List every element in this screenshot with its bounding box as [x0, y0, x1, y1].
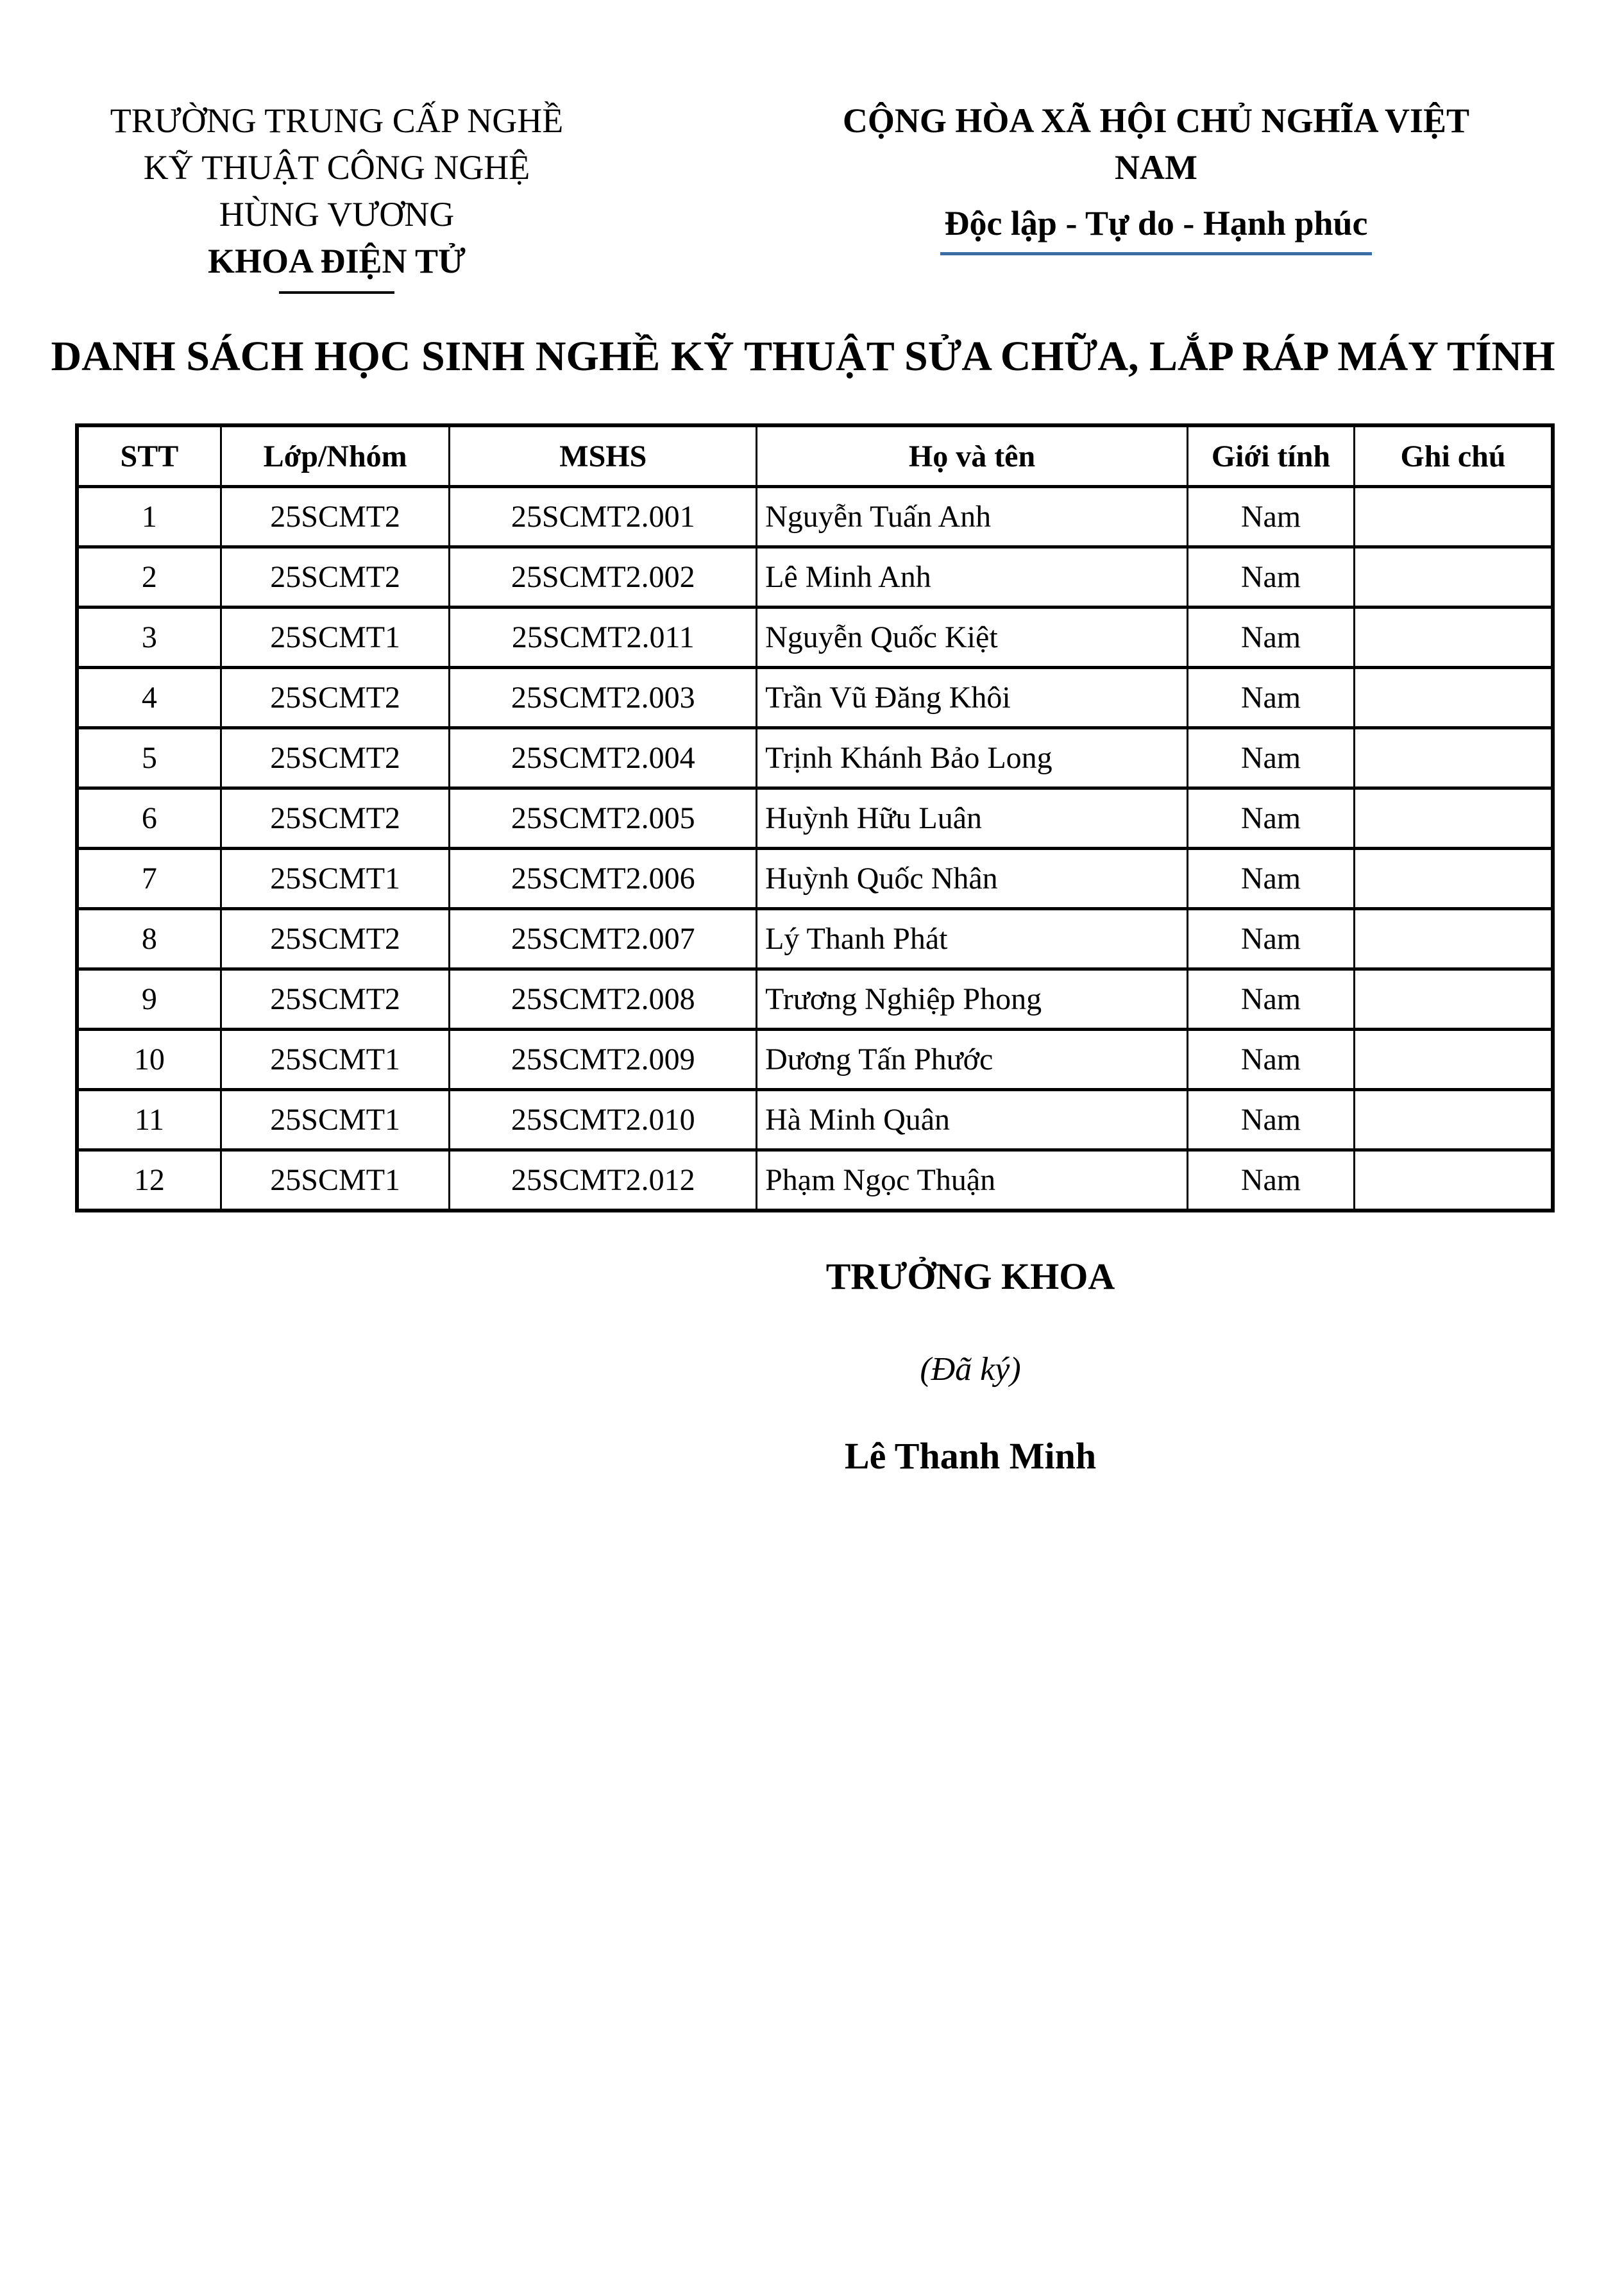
cell-mshs: 25SCMT2.012 [450, 1150, 757, 1211]
cell-name: Nguyễn Tuấn Anh [757, 487, 1188, 547]
table-row [77, 547, 1553, 608]
cell-class: 25SCMT1 [221, 608, 450, 668]
cell-gender: Nam [1187, 487, 1354, 547]
cell-name: Phạm Ngọc Thuận [757, 1150, 1188, 1211]
signed-note: (Đã ký) [920, 1351, 1021, 1388]
cell-class: 25SCMT2 [221, 728, 450, 788]
table-row [77, 788, 1553, 849]
cell-gender: Nam [1187, 1030, 1354, 1090]
cell-gender: Nam [1187, 909, 1354, 969]
column-header-name: Họ và tên [757, 425, 1188, 487]
cell-mshs: 25SCMT2.010 [450, 1090, 757, 1150]
cell-stt: 7 [77, 849, 221, 909]
cell-mshs: 25SCMT2.007 [450, 909, 757, 969]
column-header-class: Lớp/Nhóm [221, 425, 450, 487]
table-row [77, 909, 1553, 969]
cell-class: 25SCMT2 [221, 547, 450, 608]
column-header-note: Ghi chú [1354, 425, 1553, 487]
cell-note [1354, 1030, 1553, 1090]
cell-name: Trương Nghiệp Phong [757, 969, 1188, 1030]
cell-gender: Nam [1187, 1090, 1354, 1150]
table-row [77, 849, 1553, 909]
cell-note [1354, 969, 1553, 1030]
cell-stt: 8 [77, 909, 221, 969]
cell-class: 25SCMT1 [221, 1030, 450, 1090]
cell-name: Nguyễn Quốc Kiệt [757, 608, 1188, 668]
column-header-gender: Giới tính [1187, 425, 1354, 487]
table-row [77, 668, 1553, 728]
department-underline [279, 291, 394, 294]
signer-role: TRƯỞNG KHOA [825, 1255, 1115, 1297]
cell-mshs: 25SCMT2.009 [450, 1030, 757, 1090]
table-row [77, 1150, 1553, 1211]
cell-class: 25SCMT1 [221, 849, 450, 909]
cell-mshs: 25SCMT2.011 [450, 608, 757, 668]
signer-name: Lê Thanh Minh [844, 1435, 1097, 1477]
cell-class: 25SCMT1 [221, 1150, 450, 1211]
cell-gender: Nam [1187, 728, 1354, 788]
cell-stt: 12 [77, 1150, 221, 1211]
cell-note [1354, 1150, 1553, 1211]
cell-stt: 5 [77, 728, 221, 788]
cell-name: Hà Minh Quân [757, 1090, 1188, 1150]
cell-class: 25SCMT2 [221, 668, 450, 728]
cell-gender: Nam [1187, 1150, 1354, 1211]
column-header-mshs: MSHS [450, 425, 757, 487]
cell-stt: 10 [77, 1030, 221, 1090]
cell-gender: Nam [1187, 849, 1354, 909]
cell-name: Lý Thanh Phát [757, 909, 1188, 969]
cell-note [1354, 728, 1553, 788]
table-row [77, 487, 1553, 547]
national-motto-line-2-wrap [808, 200, 1504, 255]
cell-gender: Nam [1187, 788, 1354, 849]
cell-note [1354, 487, 1553, 547]
national-motto-line-1: CỘNG HÒA XÃ HỘI CHỦ NGHĨA VIỆT NAM [842, 101, 1470, 187]
cell-note [1354, 547, 1553, 608]
cell-name: Huỳnh Hữu Luân [757, 788, 1188, 849]
cell-stt: 2 [77, 547, 221, 608]
table-header-row [77, 425, 1553, 487]
cell-name: Dương Tấn Phước [757, 1030, 1188, 1090]
cell-class: 25SCMT2 [221, 909, 450, 969]
cell-mshs: 25SCMT2.005 [450, 788, 757, 849]
cell-name: Lê Minh Anh [757, 547, 1188, 608]
school-name-line-1: TRƯỜNG TRUNG CẤP NGHỀ [110, 101, 564, 140]
national-header-block [808, 98, 1504, 255]
cell-mshs: 25SCMT2.004 [450, 728, 757, 788]
student-table [75, 423, 1555, 1212]
cell-mshs: 25SCMT2.001 [450, 487, 757, 547]
student-table-body [77, 487, 1553, 1211]
cell-note [1354, 849, 1553, 909]
national-motto-line-2: Độc lập - Tự do - Hạnh phúc [940, 200, 1371, 255]
table-row [77, 1030, 1553, 1090]
cell-class: 25SCMT2 [221, 969, 450, 1030]
school-header-block [71, 98, 603, 294]
table-row [77, 608, 1553, 668]
school-name-line-2: KỸ THUẬT CÔNG NGHỆ [143, 148, 530, 187]
cell-note [1354, 909, 1553, 969]
signature-block [714, 1254, 1227, 1479]
cell-mshs: 25SCMT2.008 [450, 969, 757, 1030]
cell-class: 25SCMT2 [221, 788, 450, 849]
cell-class: 25SCMT1 [221, 1090, 450, 1150]
table-row [77, 1090, 1553, 1150]
cell-stt: 4 [77, 668, 221, 728]
cell-note [1354, 608, 1553, 668]
cell-name: Trần Vũ Đăng Khôi [757, 668, 1188, 728]
cell-gender: Nam [1187, 547, 1354, 608]
cell-note [1354, 788, 1553, 849]
cell-mshs: 25SCMT2.002 [450, 547, 757, 608]
school-name-line-3: HÙNG VƯƠNG [219, 195, 455, 234]
cell-stt: 1 [77, 487, 221, 547]
cell-gender: Nam [1187, 668, 1354, 728]
cell-gender: Nam [1187, 969, 1354, 1030]
cell-stt: 3 [77, 608, 221, 668]
column-header-stt: STT [77, 425, 221, 487]
page-title: DANH SÁCH HỌC SINH NGHỀ KỸ THUẬT SỬA CHỮA, LẮP RÁP MÁY TÍNH [51, 333, 1555, 380]
cell-gender: Nam [1187, 608, 1354, 668]
cell-note [1354, 1090, 1553, 1150]
cell-stt: 6 [77, 788, 221, 849]
table-row [77, 728, 1553, 788]
cell-stt: 11 [77, 1090, 221, 1150]
cell-note [1354, 668, 1553, 728]
cell-name: Trịnh Khánh Bảo Long [757, 728, 1188, 788]
cell-mshs: 25SCMT2.006 [450, 849, 757, 909]
cell-mshs: 25SCMT2.003 [450, 668, 757, 728]
cell-class: 25SCMT2 [221, 487, 450, 547]
table-row [77, 969, 1553, 1030]
department-name: KHOA ĐIỆN TỬ [207, 242, 466, 280]
cell-name: Huỳnh Quốc Nhân [757, 849, 1188, 909]
cell-stt: 9 [77, 969, 221, 1030]
